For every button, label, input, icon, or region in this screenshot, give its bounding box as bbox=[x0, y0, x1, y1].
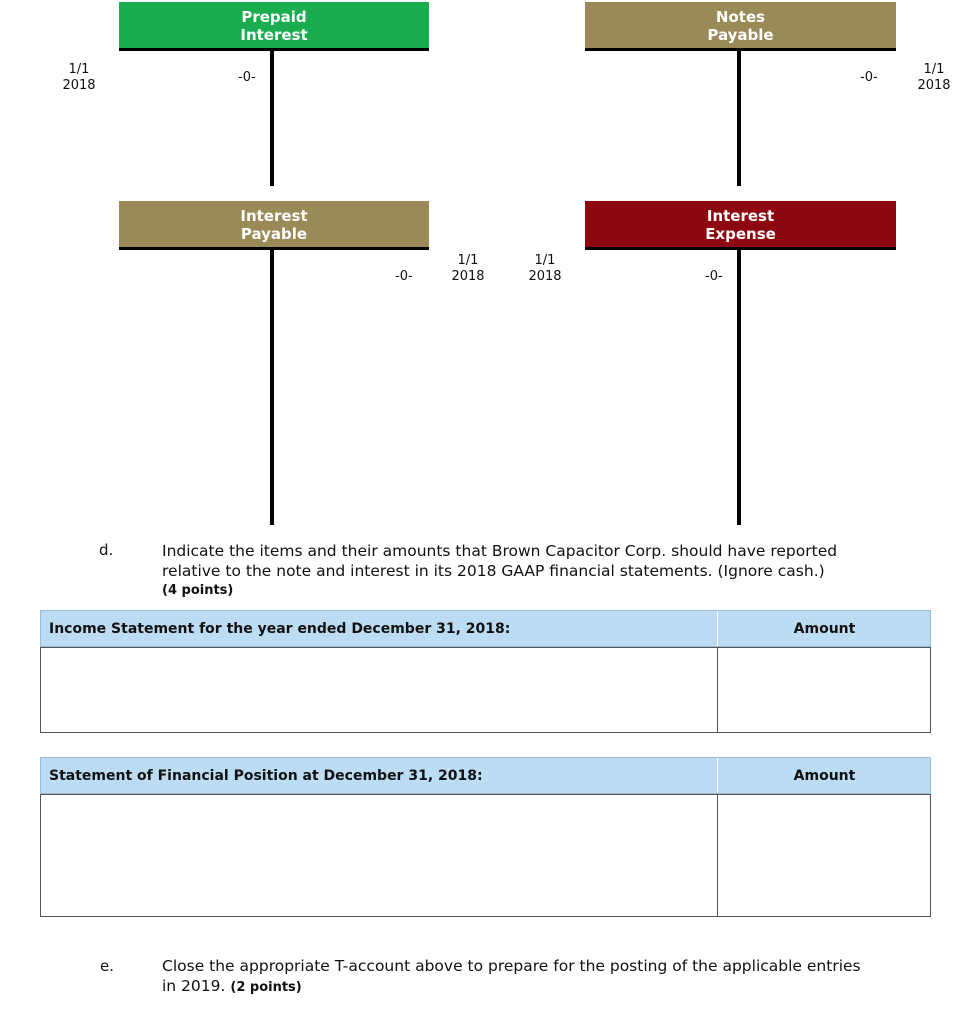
question-d-points: (4 points) bbox=[162, 583, 234, 598]
financial-position-header bbox=[40, 757, 931, 794]
question-d-line-2: relative to the note and interest in its 2018 GAAP financial statements. (Ignore cash.) bbox=[162, 562, 825, 580]
interest-payable-balance: -0- bbox=[395, 269, 413, 284]
notes-payable-stem bbox=[737, 51, 741, 186]
notes-payable-header bbox=[585, 2, 896, 49]
financial-position-title: Statement of Financial Position at December 31, 2018: bbox=[49, 767, 483, 784]
question-e-line-1: Close the appropriate T-account above to prepare for the posting of the applicable entries bbox=[162, 957, 861, 975]
notes-payable-title-2: Payable bbox=[707, 25, 774, 44]
question-e-label: e. bbox=[100, 957, 114, 975]
interest-expense-date-1: 1/1 bbox=[534, 253, 556, 268]
notes-payable-title-1: Notes bbox=[715, 7, 766, 26]
question-e-points: (2 points) bbox=[230, 980, 302, 995]
interest-expense-date-2: 2018 bbox=[528, 269, 562, 284]
income-statement-header bbox=[40, 610, 931, 647]
prepaid-interest-balance: -0- bbox=[238, 70, 256, 85]
interest-payable-title-2: Payable bbox=[240, 224, 308, 243]
income-statement-amount-cell[interactable] bbox=[717, 648, 931, 732]
income-statement-answer-area[interactable] bbox=[40, 647, 931, 733]
interest-payable-header bbox=[119, 201, 429, 248]
interest-expense-stem bbox=[737, 250, 741, 525]
financial-position-amount-header: Amount bbox=[717, 758, 931, 793]
notes-payable-date bbox=[912, 62, 956, 94]
interest-payable-date bbox=[446, 253, 490, 285]
interest-expense-header bbox=[585, 201, 896, 248]
interest-payable-title-1: Interest bbox=[240, 206, 308, 225]
notes-payable-date-1: 1/1 bbox=[923, 62, 945, 77]
interest-payable-stem bbox=[270, 250, 274, 525]
prepaid-interest-date-1: 1/1 bbox=[68, 62, 90, 77]
prepaid-interest-title-1: Prepaid bbox=[241, 7, 307, 26]
question-e-text bbox=[162, 956, 962, 998]
question-d-text bbox=[162, 541, 962, 601]
prepaid-interest-date bbox=[57, 62, 101, 94]
notes-payable-balance: -0- bbox=[860, 70, 878, 85]
prepaid-interest-header bbox=[119, 2, 429, 49]
interest-expense-title-2: Expense bbox=[705, 224, 776, 243]
income-statement-title: Income Statement for the year ended December 31, 2018: bbox=[49, 620, 511, 637]
interest-payable-rule bbox=[119, 247, 429, 250]
prepaid-interest-stem bbox=[270, 51, 274, 186]
prepaid-interest-rule bbox=[119, 48, 429, 51]
interest-payable-date-1: 1/1 bbox=[457, 253, 479, 268]
question-d-line-1: Indicate the items and their amounts that Brown Capacitor Corp. should have reported bbox=[162, 542, 838, 560]
question-e-line-2-wrap bbox=[162, 976, 962, 998]
interest-expense-balance: -0- bbox=[705, 269, 723, 284]
prepaid-interest-title-2: Interest bbox=[240, 25, 308, 44]
question-d-label: d. bbox=[99, 541, 114, 559]
financial-position-answer-area[interactable] bbox=[40, 794, 931, 917]
income-statement-amount-header: Amount bbox=[717, 611, 931, 646]
interest-payable-date-2: 2018 bbox=[451, 269, 485, 284]
notes-payable-date-2: 2018 bbox=[917, 78, 951, 93]
interest-expense-date bbox=[523, 253, 567, 285]
question-e-line-2: in 2019. bbox=[162, 977, 226, 995]
prepaid-interest-date-2: 2018 bbox=[62, 78, 96, 93]
financial-position-amount-cell[interactable] bbox=[717, 795, 931, 916]
interest-expense-title-1: Interest bbox=[706, 206, 775, 225]
